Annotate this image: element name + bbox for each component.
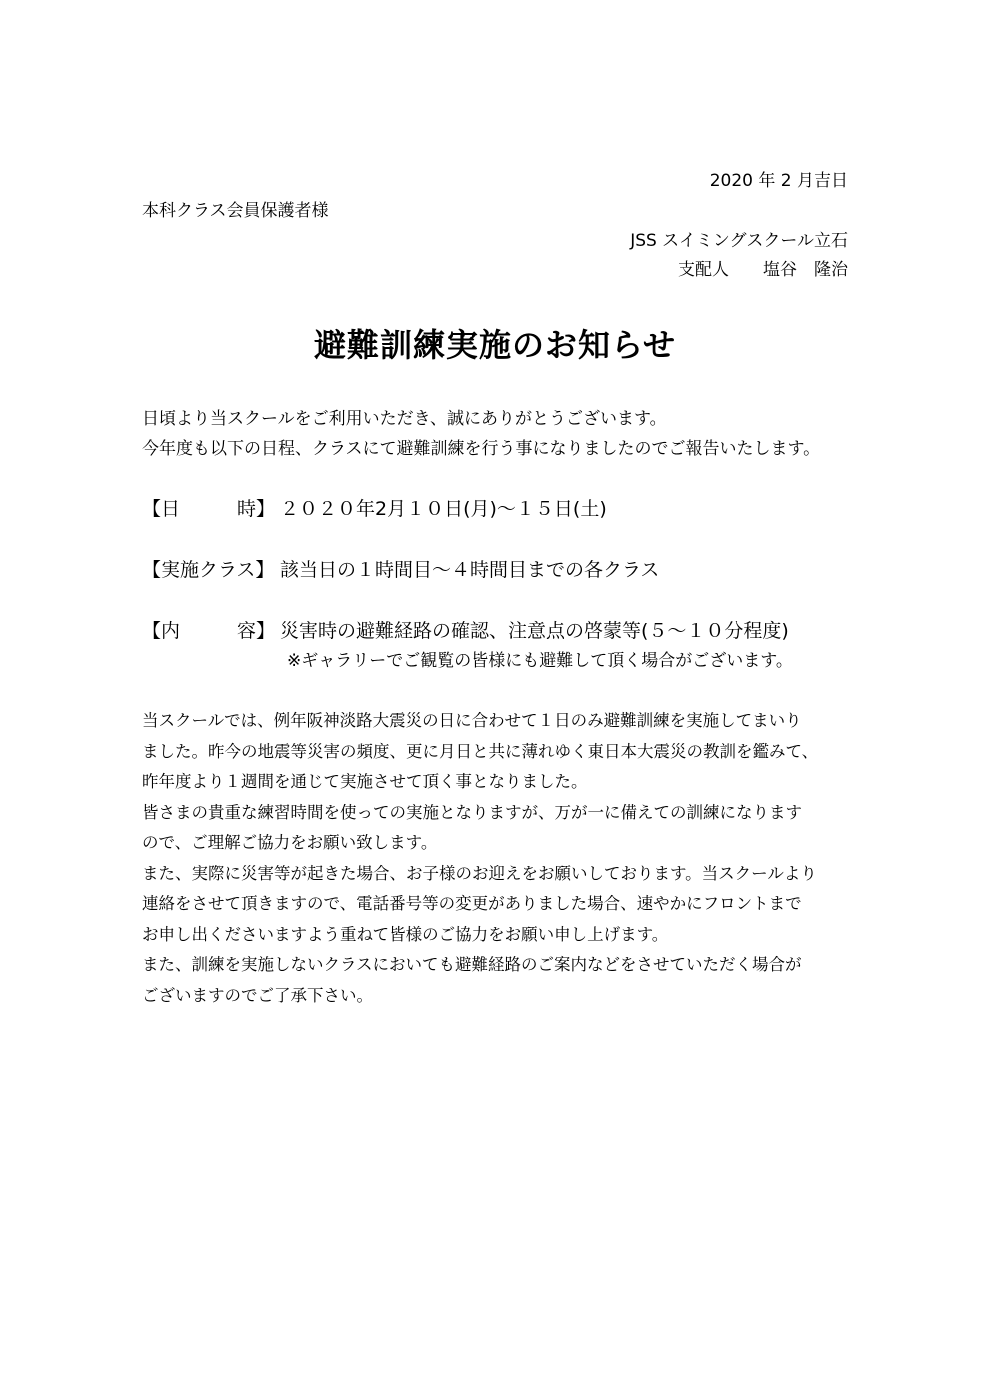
body-line: ので、ご理解ご協力をお願い致します。: [142, 833, 438, 852]
body-line: 連絡をさせて頂きますので、電話番号等の変更がありました場合、速やかにフロントまで: [142, 894, 802, 913]
intro-line: 今年度も以下の日程、クラスにて避難訓練を行う事になりましたのでご報告いたします。: [142, 439, 821, 459]
item-value: ２０２０年2月１０日(月)～１５日(土): [280, 498, 607, 520]
sender-organization: JSS スイミングスクール立石: [630, 231, 848, 251]
recipient: 本科クラス会員保護者様: [142, 201, 329, 221]
body-line: また、実際に災害等が起きた場合、お子様のお迎えをお願いしております。当スクールより: [142, 863, 817, 883]
item-value: 災害時の避難経路の確認、注意点の啓蒙等(５～１０分程度): [280, 620, 789, 642]
item-label: 【日 時】: [142, 498, 276, 520]
document-title: 避難訓練実施のお知らせ: [313, 326, 677, 364]
body-line: ました。昨今の地震等災害の頻度、更に月日と共に薄れゆく東日本大震災の教訓を鑑みて、: [142, 741, 819, 761]
body-line: 当スクールでは、例年阪神淡路大震災の日に合わせて１日のみ避難訓練を実施してまいり: [142, 711, 802, 730]
intro-line: 日頃より当スクールをご利用いただき、誠にありがとうございます。: [142, 409, 667, 429]
body-line: ございますのでご了承下さい。: [142, 985, 373, 1005]
body-line: 昨年度より１週間を通じて実施させて頂く事となりました。: [142, 772, 588, 791]
body-line: お申し出くださいますよう重ねて皆様のご協力をお願い申し上げます。: [142, 924, 669, 944]
item-label: 【内 容】: [142, 620, 276, 642]
item-value: 該当日の１時間目～４時間目までの各クラス: [280, 559, 660, 581]
item-note: ※ギャラリーでご観覧の皆様にも避難して頂く場合がございます。: [287, 651, 793, 671]
body-line: また、訓練を実施しないクラスにおいても避難経路のご案内などをさせていただく場合が: [142, 955, 802, 974]
body-line: 皆さまの貴重な練習時間を使っての実施となりますが、万が一に備えての訓練になります: [142, 802, 802, 822]
item-label: 【実施クラス】: [142, 559, 275, 581]
body-paragraph: [142, 706, 852, 1011]
sender-person: 支配人 塩谷 隆治: [678, 260, 848, 280]
document-date: 2020 年 2 月吉日: [709, 171, 848, 191]
